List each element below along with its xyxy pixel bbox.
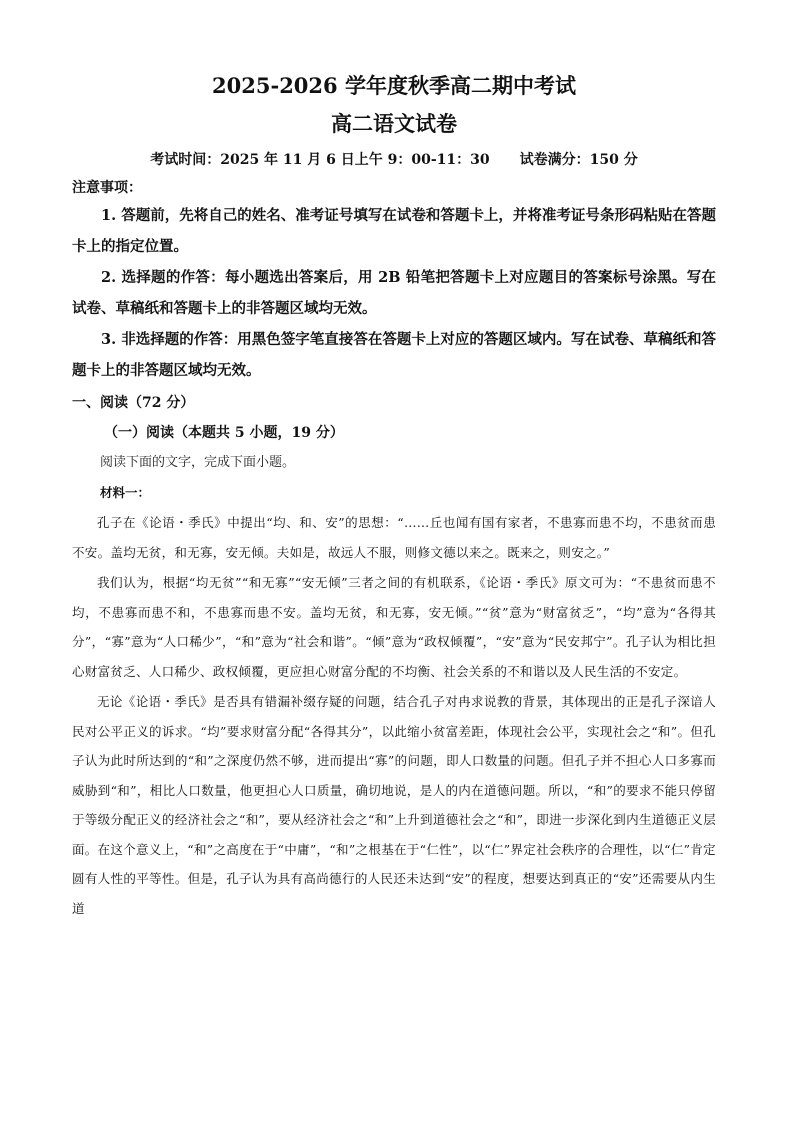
full-score: 试卷满分：150 分 [519, 152, 638, 168]
exam-subtitle: 高二语文试卷 [331, 111, 457, 136]
reading-instruction: 阅读下面的文字，完成下面小题。 [100, 455, 296, 470]
material-title: 材料一： [100, 485, 151, 500]
material-paragraph-1: 孔子在《论语・季氏》中提出“均、和、安”的思想：“……丘也闻有国有家者，不患寡而患不均，不患贫而患不安。盖均无贫，和无寡，安无倾。夫如是，故远人不服，则修文德以来之。既来之，则安之。” [72, 515, 716, 560]
section-title: 一、阅读（72 分） [72, 395, 195, 411]
notice-title: 注意事项： [72, 180, 142, 196]
material-paragraph-2: 我们认为，根据“均无贫”“和无寡”“安无倾”三者之间的有机联系，《论语・季氏》原文可为：“不患贫而患不均，不患寡而患不和，不患寡而患不安。盖均无贫，和无寡，安无倾。”“贫”意为“财富贫乏”，“均”意为“各得其分”，“寡”意为“人口稀少”，“和”意为“社会和谐”。“倾”意为“政权倾覆”，“安”意为“民安邦宁”。孔子认为相比担心财富贫乏、人口稀少、政权倾覆，更应担心财富分配的不均衡、社会关系的不和谐以及人民生活的不安定。 [72, 575, 716, 679]
exam-title: 2025-2026 学年度秋季高二期中考试 [212, 73, 576, 98]
notice-item-3: 3. 非选择题的作答：用黑色签字笔直接答在答题卡上对应的答题区域内。写在试卷、草稿纸和答题卡上的非答题区域均无效。 [72, 331, 716, 379]
exam-time: 考试时间：2025 年 11 月 6 日上午 9：00-11：30 [150, 152, 490, 168]
notice-item-1: 1. 答题前，先将自己的姓名、准考证号填写在试卷和答题卡上，并将准考证号条形码粘贴在答题卡上的指定位置。 [72, 207, 716, 255]
subsection-title: （一）阅读（本题共 5 小题，19 分） [104, 425, 344, 441]
material-paragraph-3: 无论《论语・季氏》是否具有错漏补缀存疑的问题，结合孔子对冉求说教的背景，其体现出的正是孔子深谙人民对公平正义的诉求。“均”要求财富分配“各得其分”，以此缩小贫富差距，体现社会公平，实现社会之“和”。但孔子认为此时所达到的“和”之深度仍然不够，进而提出“寡”的问题，即人口数量的问题。但孔子并不担心人口多寡而威胁到“和”，相比人口数量，他更担心人口质量，确切地说，是人的内在道德问题。所以，“和”的要求不能只停留于等级分配正义的经济社会之“和”，要从经济社会之“和”上升到道德社会之“和”，即进一步深化到内生道德正义层面。在这个意义上，“和”之高度在于“中庸”，“和”之根基在于“仁性”，以“仁”界定社会秩序的合理性，以“仁”肯定圆有人性的平等性。但是，孔子认为具有高尚德行的人民还未达到“安”的程度，想要达到真正的“安”还需要从内生道 [72, 694, 716, 916]
exam-info-line [72, 150, 716, 170]
notice-item-2: 2. 选择题的作答：每小题选出答案后，用 2B 铅笔把答题卡上对应题目的答案标号涂黑。写在试卷、草稿纸和答题卡上的非答题区域均无效。 [72, 269, 716, 317]
